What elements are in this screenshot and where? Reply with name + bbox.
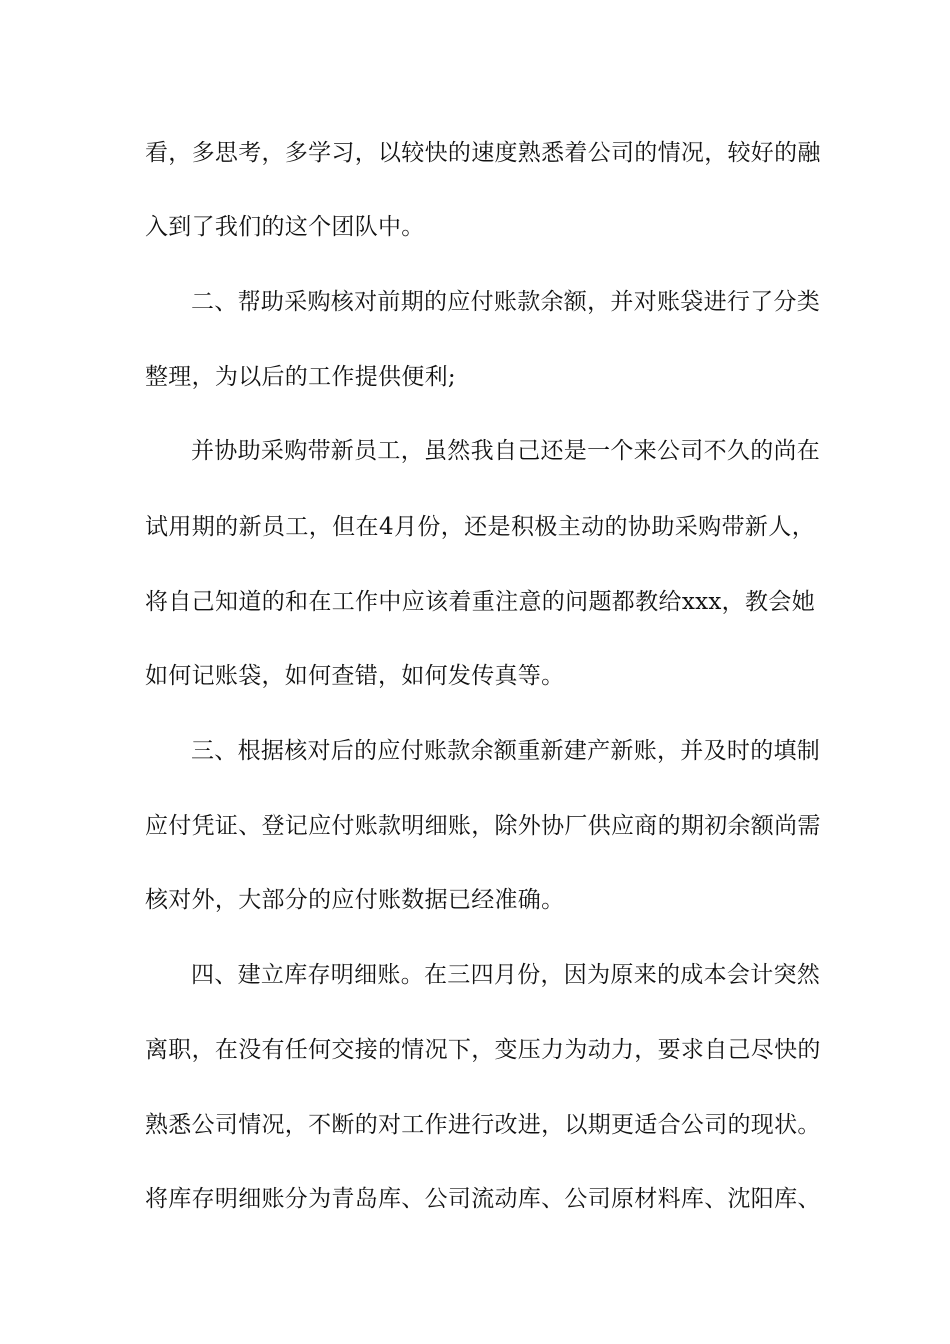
text-line-9: 三、根据核对后的应付账款余额重新建产新账，并及时的填制: [191, 738, 821, 764]
text-line-5: 并协助采购带新员工，虽然我自己还是一个来公司不久的尚在: [191, 438, 821, 464]
text-line-8: 如何记账袋，如何查错，如何发传真等。: [145, 663, 565, 689]
text-line-7: 将自己知道的和在工作中应该着重注意的问题都教给xxx，教会她: [145, 589, 815, 615]
text-line-1: 看，多思考，多学习，以较快的速度熟悉着公司的情况，较好的融: [145, 140, 821, 166]
text-line-14: 熟悉公司情况，不断的对工作进行改进，以期更适合公司的现状。: [145, 1112, 821, 1138]
text-line-15: 将库存明细账分为青岛库、公司流动库、公司原材料库、沈阳库、: [145, 1186, 821, 1212]
text-line-6: 试用期的新员工，但在4月份，还是积极主动的协助采购带新人，: [145, 514, 815, 540]
text-line-4: 整理，为以后的工作提供便利;: [145, 364, 456, 390]
text-line-10: 应付凭证、登记应付账款明细账，除外协厂供应商的期初余额尚需: [145, 813, 821, 839]
text-line-2: 入到了我们的这个团队中。: [145, 214, 425, 240]
text-line-3: 二、帮助采购核对前期的应付账款余额，并对账袋进行了分类: [191, 289, 821, 315]
text-line-11: 核对外，大部分的应付账数据已经准确。: [145, 887, 565, 913]
text-line-12: 四、建立库存明细账。在三四月份，因为原来的成本会计突然: [191, 962, 821, 988]
text-line-13: 离职，在没有任何交接的情况下，变压力为动力，要求自己尽快的: [145, 1037, 821, 1063]
